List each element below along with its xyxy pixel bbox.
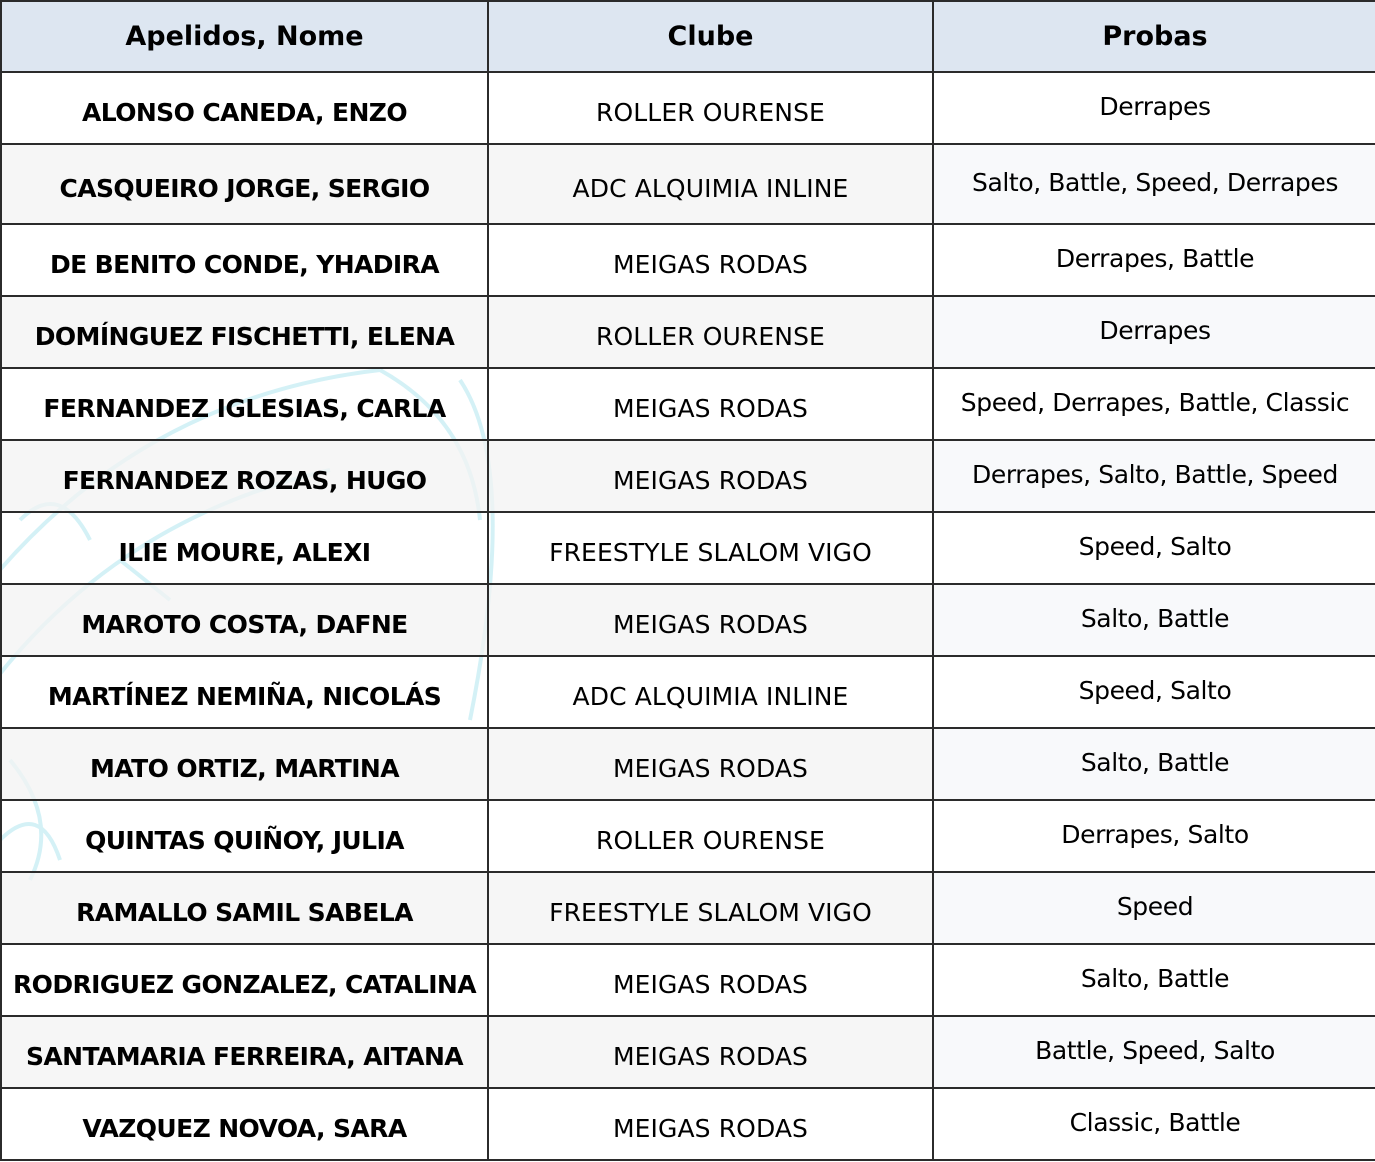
- table-row: [1, 144, 1375, 224]
- cell-events: Salto, Battle: [933, 728, 1375, 800]
- cell-club: MEIGAS RODAS: [488, 224, 933, 296]
- cell-events: Salto, Battle: [933, 944, 1375, 1016]
- table-row: [1, 296, 1375, 368]
- cell-club: ROLLER OURENSE: [488, 800, 933, 872]
- cell-club: MEIGAS RODAS: [488, 1088, 933, 1160]
- cell-events: Speed: [933, 872, 1375, 944]
- table-row: [1, 872, 1375, 944]
- column-header-events: Probas: [933, 1, 1375, 72]
- cell-name: MARTÍNEZ NEMIÑA, NICOLÁS: [1, 656, 488, 728]
- table-row: [1, 1088, 1375, 1160]
- cell-events: Speed, Salto: [933, 656, 1375, 728]
- cell-club: ROLLER OURENSE: [488, 72, 933, 144]
- cell-name: FERNANDEZ IGLESIAS, CARLA: [1, 368, 488, 440]
- table-row: [1, 944, 1375, 1016]
- cell-name: RODRIGUEZ GONZALEZ, CATALINA: [1, 944, 488, 1016]
- table-row: [1, 584, 1375, 656]
- table-row: [1, 512, 1375, 584]
- cell-events: Derrapes: [933, 296, 1375, 368]
- cell-events: Derrapes: [933, 72, 1375, 144]
- cell-club: FREESTYLE SLALOM VIGO: [488, 512, 933, 584]
- cell-name: FERNANDEZ ROZAS, HUGO: [1, 440, 488, 512]
- table-row: [1, 656, 1375, 728]
- cell-name: ALONSO CANEDA, ENZO: [1, 72, 488, 144]
- cell-events: Derrapes, Salto: [933, 800, 1375, 872]
- table-row: [1, 440, 1375, 512]
- cell-name: DE BENITO CONDE, YHADIRA: [1, 224, 488, 296]
- cell-name: MATO ORTIZ, MARTINA: [1, 728, 488, 800]
- cell-name: SANTAMARIA FERREIRA, AITANA: [1, 1016, 488, 1088]
- cell-club: MEIGAS RODAS: [488, 440, 933, 512]
- cell-events: Classic, Battle: [933, 1088, 1375, 1160]
- cell-club: MEIGAS RODAS: [488, 944, 933, 1016]
- cell-events: Derrapes, Battle: [933, 224, 1375, 296]
- cell-name: ILIE MOURE, ALEXI: [1, 512, 488, 584]
- cell-club: MEIGAS RODAS: [488, 1016, 933, 1088]
- cell-club: MEIGAS RODAS: [488, 728, 933, 800]
- cell-club: ROLLER OURENSE: [488, 296, 933, 368]
- cell-events: Speed, Derrapes, Battle, Classic: [933, 368, 1375, 440]
- cell-name: DOMÍNGUEZ FISCHETTI, ELENA: [1, 296, 488, 368]
- table-header-row: [1, 1, 1375, 72]
- cell-club: ADC ALQUIMIA INLINE: [488, 656, 933, 728]
- cell-club: MEIGAS RODAS: [488, 584, 933, 656]
- cell-name: RAMALLO SAMIL SABELA: [1, 872, 488, 944]
- cell-events: Salto, Battle, Speed, Derrapes: [933, 144, 1375, 224]
- cell-club: ADC ALQUIMIA INLINE: [488, 144, 933, 224]
- table-row: [1, 224, 1375, 296]
- cell-club: FREESTYLE SLALOM VIGO: [488, 872, 933, 944]
- cell-events: Salto, Battle: [933, 584, 1375, 656]
- cell-club: MEIGAS RODAS: [488, 368, 933, 440]
- cell-events: Battle, Speed, Salto: [933, 1016, 1375, 1088]
- table-row: [1, 800, 1375, 872]
- cell-events: Speed, Salto: [933, 512, 1375, 584]
- cell-name: CASQUEIRO JORGE, SERGIO: [1, 144, 488, 224]
- cell-name: QUINTAS QUIÑOY, JULIA: [1, 800, 488, 872]
- cell-name: VAZQUEZ NOVOA, SARA: [1, 1088, 488, 1160]
- cell-name: MAROTO COSTA, DAFNE: [1, 584, 488, 656]
- column-header-name: Apelidos, Nome: [1, 1, 488, 72]
- table-row: [1, 368, 1375, 440]
- table-row: [1, 72, 1375, 144]
- cell-events: Derrapes, Salto, Battle, Speed: [933, 440, 1375, 512]
- column-header-club: Clube: [488, 1, 933, 72]
- table-row: [1, 728, 1375, 800]
- table-row: [1, 1016, 1375, 1088]
